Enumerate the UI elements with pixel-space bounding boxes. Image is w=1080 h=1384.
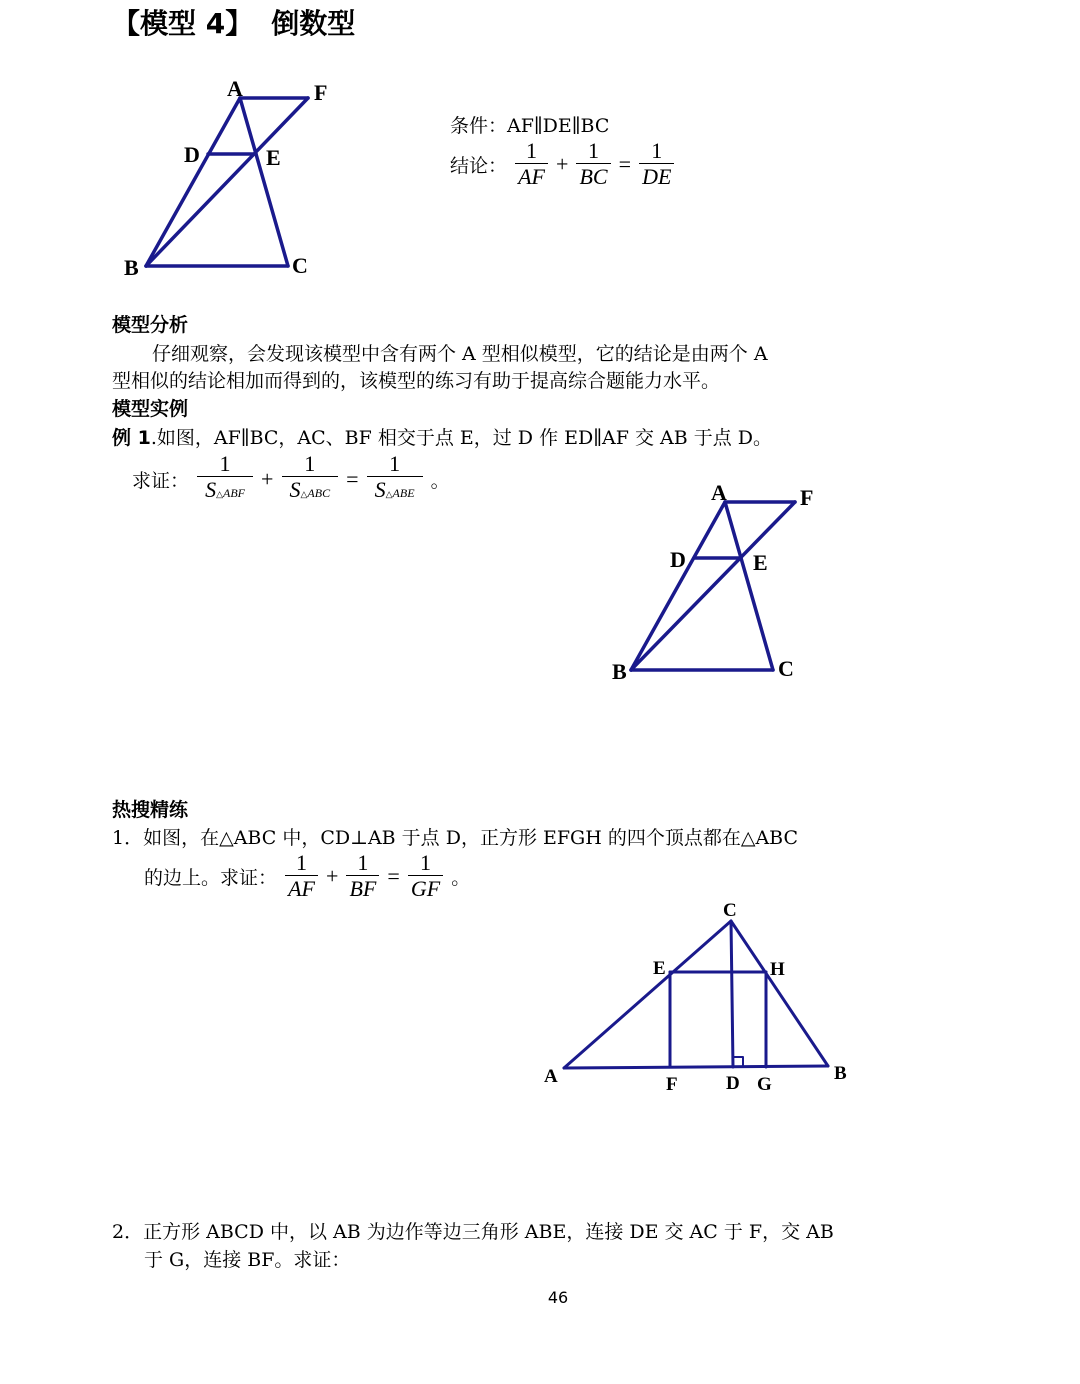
analysis-line-1: 仔细观察，会发现该模型中含有两个 A 型相似模型，它的结论是由两个 A <box>152 343 768 365</box>
fraction-1-bc: $\frac{1}{BC}$ <box>576 139 610 190</box>
label-g: G <box>757 1074 772 1095</box>
label-c: C <box>778 656 794 681</box>
fraction-1-de: $\frac{1}{DE}$ <box>639 139 674 190</box>
fraction-1-af: $\frac{1}{AF}$ <box>285 851 318 902</box>
segment-bc <box>731 921 828 1066</box>
fraction-1-af: $\frac{1}{AF}$ <box>515 139 548 190</box>
fraction-1-bf: $\frac{1}{BF}$ <box>346 851 379 902</box>
label-e: E <box>266 145 281 170</box>
label-a: A <box>227 76 243 101</box>
label-b: B <box>612 659 627 684</box>
label-f: F <box>800 485 814 510</box>
label-a: A <box>544 1066 558 1087</box>
label-f: F <box>314 80 328 105</box>
label-d: D <box>726 1073 740 1094</box>
model-conclusion: 结论： $\frac{1}{AF}$ + $\frac{1}{BC}$ = $\frac{1}{DE}$ <box>450 139 676 190</box>
example-statement: .如图，AF∥BC，AC、BF 相交于点 E，过 D 作 ED∥AF 交 AB 于点 D。 <box>150 427 772 449</box>
label-b: B <box>834 1063 847 1084</box>
square-in-triangle-figure <box>540 895 860 1100</box>
fraction-s-abe: $\frac{1}{\text{S△ABE}}$ <box>367 452 423 507</box>
label-b: B <box>124 255 139 280</box>
practice-q2-line-2: 于 G，连接 BF。求证： <box>144 1249 351 1271</box>
label-d: D <box>184 142 200 167</box>
segment-bf <box>631 502 795 670</box>
q1-prove-label: 的边上。求证： <box>144 867 278 889</box>
analysis-line-2: 型相似的结论相加而得到的，该模型的练习有助于提高综合题能力水平。 <box>112 370 721 392</box>
formula-end: 。 <box>451 868 471 889</box>
example-1-prove: 求证： $\frac{1}{\text{S△ABF}}$ + $\frac{1}{\text{S△ABC}}$ = $\frac{1}{\text{S△ABE}}$ 。 <box>132 452 450 507</box>
analysis-heading: 模型分析 <box>112 314 189 336</box>
label-f: F <box>666 1074 678 1095</box>
page-title <box>112 2 355 42</box>
label-e: E <box>653 958 666 979</box>
title-bracket: 【模型 4】 <box>112 7 254 40</box>
label-h: H <box>770 959 785 980</box>
fraction-s-abc: $\frac{1}{\text{S△ABC}}$ <box>282 452 339 507</box>
segment-ac <box>240 98 288 266</box>
page-number: 46 <box>547 1288 569 1307</box>
fraction-1-gf: $\frac{1}{GF}$ <box>408 851 443 902</box>
conclusion-label: 结论： <box>450 155 508 177</box>
segment-ab <box>564 1066 828 1068</box>
label-c: C <box>723 900 737 921</box>
practice-q1-line-1: 1．如图，在△ABC 中，CD⊥AB 于点 D，正方形 EFGH 的四个顶点都在△ABC <box>112 827 799 849</box>
segment-cd <box>731 921 733 1067</box>
practice-heading: 热搜精练 <box>112 799 189 821</box>
label-c: C <box>292 253 308 278</box>
practice-q2-line-1: 2．正方形 ABCD 中，以 AB 为边作等边三角形 ABE，连接 DE 交 AC 于 F，交 AB <box>112 1221 834 1243</box>
label-e: E <box>753 550 768 575</box>
practice-q1-line-2: 的边上。求证： $\frac{1}{AF}$ + $\frac{1}{BF}$ = $\frac{1}{GF}$ 。 <box>144 850 471 901</box>
label-d: D <box>670 547 686 572</box>
title-name: 倒数型 <box>271 7 356 40</box>
prove-label: 求证： <box>132 470 190 492</box>
model-figure <box>110 70 350 285</box>
example-label: 例 1 <box>112 427 151 449</box>
label-a: A <box>711 480 727 505</box>
example-heading: 模型实例 <box>112 398 189 420</box>
example-figure <box>600 478 830 688</box>
model-condition: 条件：AF∥DE∥BC <box>450 115 610 137</box>
example-1-text <box>112 423 772 450</box>
segment-ac <box>725 502 773 670</box>
fraction-s-abf: $\frac{1}{\text{S△ABF}}$ <box>197 452 253 507</box>
segment-ac <box>564 921 731 1068</box>
formula-end: 。 <box>430 471 450 492</box>
